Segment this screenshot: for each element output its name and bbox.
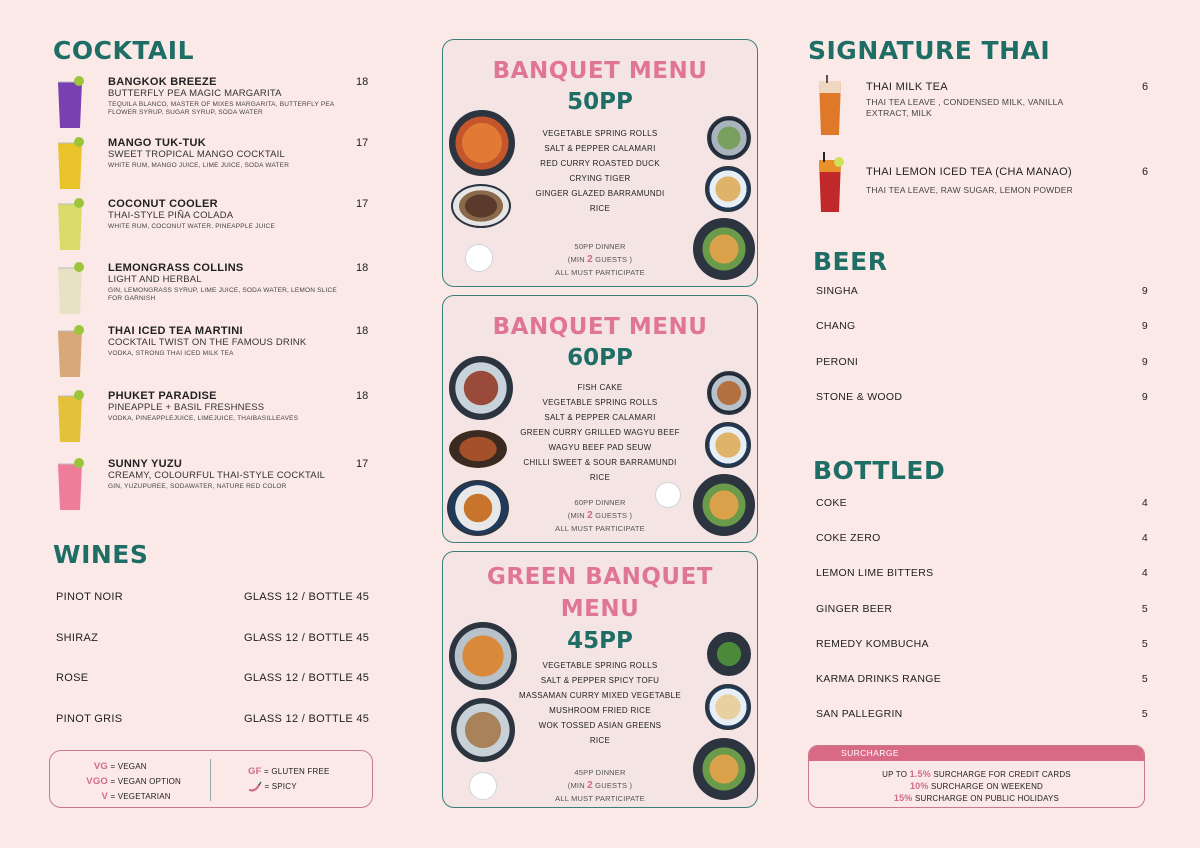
cocktail-ingredients: VODKA, PINEAPPLEJUICE, LIMEJUICE, THAIBASILLEAVES [108,415,299,422]
bottled-price: 4 [1141,567,1148,580]
signature-item [816,75,1152,139]
cocktail-item [52,321,382,381]
cocktail-desc: COCKTAIL TWIST ON THE FAMOUS DRINK [108,337,307,348]
bottled-price: 5 [1141,637,1148,650]
fish-cake-image [447,480,509,536]
bottled-item [816,708,1148,722]
green-banquet-min-pre: (MIN [567,781,588,790]
wine-name: SHIRAZ [56,631,99,644]
banquet-dish: MUSHROOM FRIED RICE [549,706,651,715]
signature-price-0: 6 [1142,81,1149,93]
signature-ing-0: THAI TEA LEAVE , CONDENSED MILK, VANILLA EXTRACT, MILK [866,97,1063,118]
beer-item [816,356,1148,370]
wine-name: ROSE [56,672,89,684]
banquet-dish: SALT & PEPPER CALAMARI [544,144,656,153]
wine-item [56,713,376,729]
cocktail-desc: BUTTERFLY PEA MAGIC MARGARITA [108,88,282,99]
wine-item [56,591,376,607]
bottled-price: 5 [1141,602,1148,615]
cocktail-item [52,454,382,514]
banquet-50-participate: ALL MUST PARTICIPATE [555,268,645,277]
banquet-50-price: 50PP [567,89,633,115]
banquet-dish: WOK TOSSED ASIAN GREENS [538,721,662,730]
green-banquet-title-2: MENU [560,596,640,622]
surcharge-row-0-pre: UP TO [882,770,910,779]
bottled-price: 5 [1141,673,1148,685]
legend-divider [210,759,211,801]
cocktail-desc: PINEAPPLE + BASIL FRESHNESS [108,402,265,413]
barramundi-image [693,218,755,280]
surcharge-row-0-pct: 1.5% [909,769,931,779]
bottled-heading: BOTTLED [813,456,946,485]
cocktail-ingredients: GIN, YUZUPUREE, SODAWATER, NATURE RED COLOR [108,483,287,490]
legend-label-vgo: = VEGAN OPTION [110,777,182,786]
surcharge-row-2-text: SURCHARGE ON PUBLIC HOLIDAYS [912,794,1060,803]
wine-price: GLASS 12 / BOTTLE 45 [244,672,370,684]
cocktail-price: 18 [356,390,369,402]
bottled-price: 4 [1141,532,1148,545]
signature-ing-1: THAI TEA LEAVE, RAW SUGAR, LEMON POWDER [866,185,1073,195]
bottled-item [816,603,1148,617]
banquet-60-min-pre: (MIN [567,511,588,520]
banquet-dish: SALT & PEPPER SPICY TOFU [540,676,660,685]
signature-item [816,152,1152,216]
signature-name-1: THAI LEMON ICED TEA (CHA MANAO) [866,166,1072,178]
banquet-60-title: BANQUET MENU [492,314,708,340]
green-banquet-participate: ALL MUST PARTICIPATE [555,794,645,803]
legend-label-v: = VEGETARIAN [110,792,171,801]
cocktail-item [52,258,382,318]
banquet-dish: RICE [589,204,611,213]
green-banquet-title-1: GREEN BANQUET [487,564,713,590]
chili-icon [248,781,262,793]
banquet-dish: MASSAMAN CURRY MIXED VEGETABLE [519,691,681,700]
bottled-name: REMEDY KOMBUCHA [816,637,929,650]
surcharge-heading: SURCHARGE [809,746,1144,761]
banquet-dish: RICE [589,473,611,482]
wine-item [56,672,376,688]
wine-item [56,632,376,648]
banquet-dish: CHILLI SWEET & SOUR BARRAMUNDI [523,458,677,467]
asian-greens-image [707,632,751,676]
cocktail-ingredients: WHITE RUM, MANGO JUICE, LIME JUICE, SODA WATER [108,162,290,169]
cocktail-glass-icon [52,321,88,381]
cocktail-item [52,386,382,446]
bottled-name: SAN PALLEGRIN [816,708,903,721]
banquet-60-price: 60PP [567,345,633,371]
legend-label-vg: = VEGAN [110,762,147,771]
legend-label-gf: = GLUTEN FREE [264,767,330,776]
spring-rolls-image-2 [705,422,751,468]
surcharge-row-0 [809,769,1144,779]
bottled-item [816,673,1148,687]
calamari-image-2 [693,474,755,536]
banquet-50-min-num: 2 [587,254,593,265]
wagyu-beef-image [449,356,513,420]
cocktail-desc: LIGHT AND HERBAL [108,274,202,285]
surcharge-row-1-text: SURCHARGE ON WEEKEND [928,782,1044,791]
cocktail-glass-icon [52,133,88,193]
bottled-name: GINGER BEER [816,602,893,615]
surcharge-row-1-pct: 10% [909,781,929,791]
rice-bowl-image [465,244,493,272]
green-banquet-price: 45PP [567,628,633,654]
cocktail-name: COCONUT COOLER [108,198,218,210]
cocktail-glass-icon [52,194,88,254]
cocktail-name: SUNNY YUZU [108,458,183,470]
cocktail-price: 18 [356,262,369,274]
banquet-60-card [442,295,758,543]
signature-name-0: THAI MILK TEA [866,81,948,93]
banquet-dish: VEGETABLE SPRING ROLLS [542,398,658,407]
surcharge-box [808,745,1145,808]
beer-price: 9 [1141,285,1148,297]
cocktail-price: 17 [356,137,369,149]
bottled-name: COKE [816,497,847,509]
bottled-item [816,567,1148,581]
cocktail-item [52,72,382,132]
spring-rolls-image-3 [693,738,755,800]
bottled-item [816,497,1148,511]
banquet-50-dinner: 50PP DINNER [574,242,626,251]
beer-name: PERONI [816,355,859,368]
bottled-item [816,532,1148,546]
dietary-legend [49,750,373,808]
banquet-dish: SALT & PEPPER CALAMARI [544,413,656,422]
rice-bowl-image-2 [655,482,681,508]
cocktail-ingredients: TEQUILA BLANCO, MASTER OF MIXES MARGARITA, BUTTERFLY PEA FLOWER SYRUP, SUGAR SYRUP, SODA WATER [108,101,335,116]
green-banquet-dinner: 45PP DINNER [574,768,626,777]
red-curry-duck-image [449,110,515,176]
banquet-60-dinner: 60PP DINNER [574,498,626,507]
beer-item [816,391,1148,405]
bottled-price: 5 [1141,708,1148,721]
green-banquet-min-post: GUESTS ) [592,781,633,790]
wine-name: PINOT NOIR [56,591,123,603]
banquet-60-participate: ALL MUST PARTICIPATE [555,524,645,533]
cocktail-ingredients: GIN, LEMONGRASS SYRUP, LIME JUICE, SODA WATER, LEMON SLICE FOR GARNISH [108,287,337,302]
wine-name: PINOT GRIS [56,712,123,725]
cocktail-price: 17 [356,198,369,210]
banquet-dish: GINGER GLAZED BARRAMUNDI [535,189,665,198]
banquet-dish: VEGETABLE SPRING ROLLS [542,129,658,138]
cocktail-name: PHUKET PARADISE [108,390,217,402]
green-banquet-min-num: 2 [587,780,593,791]
banquet-50-min-post: GUESTS ) [592,255,633,264]
beer-price: 9 [1141,390,1148,403]
spring-rolls-image [705,166,751,212]
fried-rice-image [451,698,515,762]
surcharge-row-1 [809,781,1144,791]
legend-code-vg: VG [93,761,108,772]
surcharge-row-0-text: SURCHARGE FOR CREDIT CARDS [930,770,1071,779]
beer-name: STONE & WOOD [816,390,903,403]
banquet-60-min-post: GUESTS ) [592,511,633,520]
cocktail-item [52,194,382,254]
lemon-iced-tea-icon [816,152,844,216]
bottled-item [816,638,1148,652]
banquet-50-min-pre: (MIN [567,255,588,264]
cocktail-name: LEMONGRASS COLLINS [108,262,244,274]
banquet-50-card [442,39,758,287]
wines-heading: WINES [53,540,149,569]
barramundi-image-2 [707,371,751,415]
cocktail-desc: THAI-STYLE PIÑA COLADA [108,210,234,221]
cocktail-price: 18 [356,325,369,337]
banquet-60-min-num: 2 [587,510,593,521]
banquet-50-title: BANQUET MENU [492,58,708,84]
cocktail-desc: CREAMY, COLOURFUL THAI-STYLE COCKTAIL [108,470,326,481]
cocktail-heading: COCKTAIL [53,36,195,65]
cocktail-price: 18 [356,76,369,88]
cocktail-glass-icon [52,72,88,132]
banquet-dish: CRYING TIGER [569,174,631,183]
thai-milk-tea-icon [816,75,844,139]
cocktail-glass-icon [52,454,88,514]
cocktail-name: BANGKOK BREEZE [108,76,217,88]
bottled-name: LEMON LIME BITTERS [816,567,934,580]
bottled-name: KARMA DRINKS RANGE [816,673,942,685]
spicy-tofu-image [705,684,751,730]
bottled-price: 4 [1141,497,1148,509]
banquet-dish: GREEN CURRY GRILLED WAGYU BEEF [520,428,680,437]
beer-price: 9 [1141,320,1148,333]
banquet-dish: WAGYU BEEF PAD SEUW [548,443,652,452]
rice-bowl-image-3 [469,772,497,800]
green-banquet-card [442,551,758,808]
legend-code-gf: GF [248,766,262,777]
cocktail-glass-icon [52,258,88,318]
bottled-name: COKE ZERO [816,532,881,545]
cocktail-name: THAI ICED TEA MARTINI [108,325,243,337]
calamari-image [707,116,751,160]
beer-price: 9 [1141,355,1148,368]
wine-price: GLASS 12 / BOTTLE 45 [244,631,370,644]
cocktail-price: 17 [356,458,369,470]
signature-price-1: 6 [1142,166,1149,178]
wine-price: GLASS 12 / BOTTLE 45 [244,712,370,725]
beer-item [816,285,1148,299]
banquet-dish: RED CURRY ROASTED DUCK [540,159,660,168]
cocktail-ingredients: WHITE RUM, COCONUT WATER, PINEAPPLE JUICE [108,223,275,230]
beer-item [816,320,1148,334]
massaman-curry-image [449,622,517,690]
legend-label-spicy: = SPICY [264,782,297,792]
banquet-dish: RICE [589,736,611,745]
surcharge-row-2 [809,793,1144,803]
cocktail-desc: SWEET TROPICAL MANGO COCKTAIL [108,149,286,160]
crying-tiger-image [451,184,511,228]
surcharge-row-2-pct: 15% [893,793,913,803]
signature-heading: SIGNATURE THAI [808,36,1051,65]
beer-name: CHANG [816,320,856,333]
cocktail-item [52,133,382,193]
legend-code-vgo: VGO [86,776,108,787]
cocktail-name: MANGO TUK-TUK [108,137,206,149]
legend-code-v: V [101,791,108,802]
beer-name: SINGHA [816,285,859,297]
pad-seuw-image [449,430,507,468]
banquet-dish: VEGETABLE SPRING ROLLS [542,661,658,670]
cocktail-ingredients: VODKA, STRONG THAI ICED MILK TEA [108,350,234,357]
beer-heading: BEER [813,247,888,276]
wine-price: GLASS 12 / BOTTLE 45 [244,591,370,603]
banquet-dish: FISH CAKE [577,383,623,392]
cocktail-glass-icon [52,386,88,446]
